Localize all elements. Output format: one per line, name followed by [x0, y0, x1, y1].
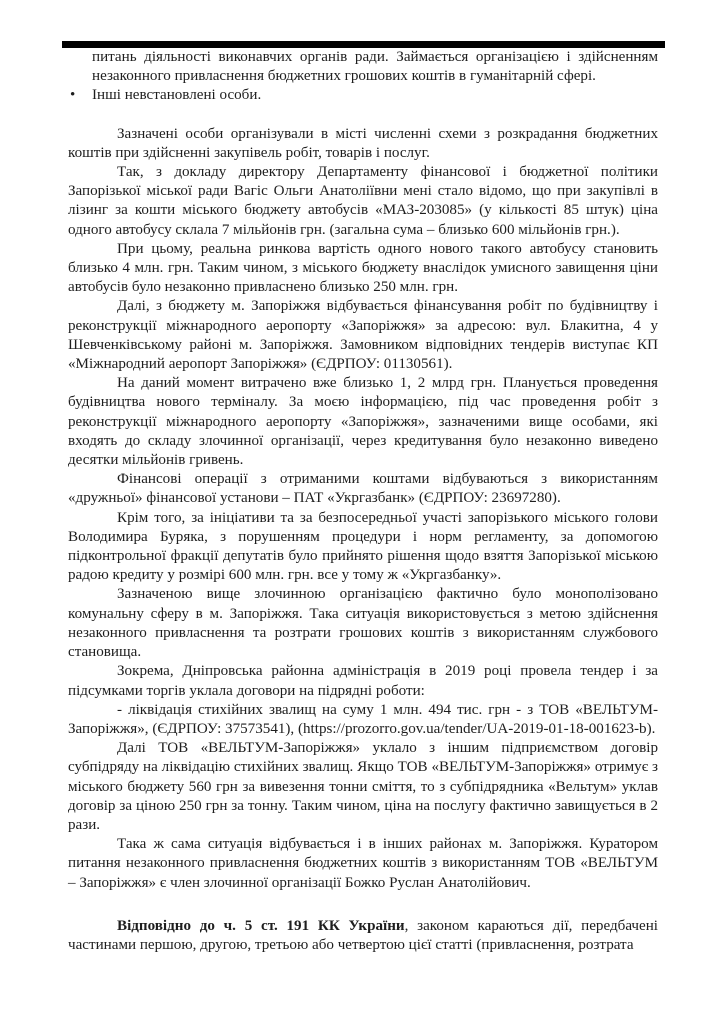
paragraph-market-value: При цьому, реальна ринкова вартість одного нового такого автобусу становить близько 4 млн. грн. Таким чином, з міського бюджету внаслідок умисного завищення ціни автобусів було незаконно привласнено близько 250 млн. грн.	[68, 240, 658, 296]
paragraph-communal: Зазначеною вище злочинною організацією фактично було монополізовано комунальну сферу в м. Запоріжжя. Така ситуація використовується з метою здійснення незаконного привласнення та розтрати грошових коштів з використанням службового становища.	[68, 586, 658, 661]
paragraph-buses: Так, з докладу директору Департаменту фінансової і бюджетної політики Запорізької міської ради Вагіс Ольги Анатоліївни мені стало відомо, що при закупівлі в лізинг за кошти міського бюджету автобусів «МАЗ-203085» (у кількості 85 штук) ціна одного автобусу склала 7 мільйонів грн. (загальна сума – близько 600 мільйонів грн.).	[68, 164, 658, 238]
bullet-item-text: Інші невстановлені особи.	[92, 87, 262, 104]
paragraph-legal-reference	[68, 917, 658, 955]
paragraph-airport: Далі, з бюджету м. Запоріжжя відбувається фінансування робіт по будівництву і реконструкції міжнародного аеропорту «Запоріжжя» за адресою: вул. Блакитна, 4 у Шевченківському районі м. Запоріжжя. Замовником відповідних тендерів виступає КП «Міжнародний аеропорт Запоріжжя» (ЄДРПОУ: 01130561).	[68, 298, 658, 373]
paragraph-landfill-contract: - ліквідація стихійних звалищ на суму 1 млн. 494 тис. грн - з ТОВ «ВЕЛЬТУМ-Запоріжжя», (ЄДРПОУ: 37573541), (https://prozorro.gov.ua/tender/UA-2019-01-18-001623-b).	[68, 701, 658, 737]
paragraph-bank: Фінансові операції з отриманими коштами відбуваються з використанням «дружньої» фінансової установи – ПАТ «Укргазбанк» (ЄДРПОУ: 23697280).	[68, 471, 658, 507]
bullet-list-item	[68, 86, 658, 105]
redaction-bar	[62, 41, 665, 48]
paragraph-schemes: Зазначені особи організували в місті численні схеми з розкрадання бюджетних коштів при здійсненні закупівель робіт, товарів і послуг.	[68, 125, 658, 161]
paragraph-airport-spending: На даний момент витрачено вже близько 1, 2 млрд грн. Планується проведення будівництва нового терміналу. За моєю інформацією, під час проведення робіт з реконструкції міжнародного аеропорту «Запоріжжя», зазначеними вище особами, які входять до складу злочинної організації, через кредитування було незаконно виведено десятки мільйонів гривень.	[68, 375, 658, 469]
paragraph-subcontract: Далі ТОВ «ВЕЛЬТУМ-Запоріжжя» уклало з іншим підприємством договір субпідряду на ліквідацію стихійних звалищ. Якщо ТОВ «ВЕЛЬТУМ-Запоріжжя» отримує з міського бюджету 560 грн за вивезення тонни сміття, то з субпідрядника «Вельтум» уклав договір за ціною 250 грн за тонну. Таким чином, ціна на послугу фактично завищується в 2 рази.	[68, 740, 658, 833]
paragraph-curator: Така ж сама ситуація відбувається і в інших районах м. Запоріжжя. Куратором питання незаконного привласнення бюджетних коштів з використанням ТОВ «ВЕЛЬТУМ – Запоріжжя» є член злочинної організації Божко Руслан Анатолійович.	[68, 836, 658, 891]
top-fragment-paragraph: питань діяльності виконавчих органів ради. Займається організацією і здійсненням незаконного привласнення бюджетних грошових коштів в гуманітарній сфері.	[92, 49, 658, 85]
legal-reference-bold: Відповідно до ч. 5 ст. 191 КК України	[117, 917, 405, 934]
spacer	[68, 893, 658, 917]
paragraph-credit: Крім того, за ініціативи та за безпосередньої участі запорізького міського голови Володимира Буряка, з порушенням процедури і норм регламенту, за допомогою підконтрольної фракції депутатів було прийнято рішення щодо взяття Запорізької міською радою кредиту у розмірі 600 млн. грн. все у тому ж «Укргазбанку».	[68, 509, 658, 584]
document-body	[68, 48, 658, 955]
paragraph-dnipro-tender: Зокрема, Дніпровська районна адміністрація в 2019 році провела тендер і за підсумками торгів уклала договори на підрядні роботи:	[68, 663, 658, 699]
bullet-icon: •	[70, 87, 76, 104]
legal-reference-text: , законом караються дії, передбачені частинами першою, другою, третьою або четвертою цієї статті (привласнення, розтрата	[68, 917, 658, 953]
spacer	[68, 106, 658, 125]
